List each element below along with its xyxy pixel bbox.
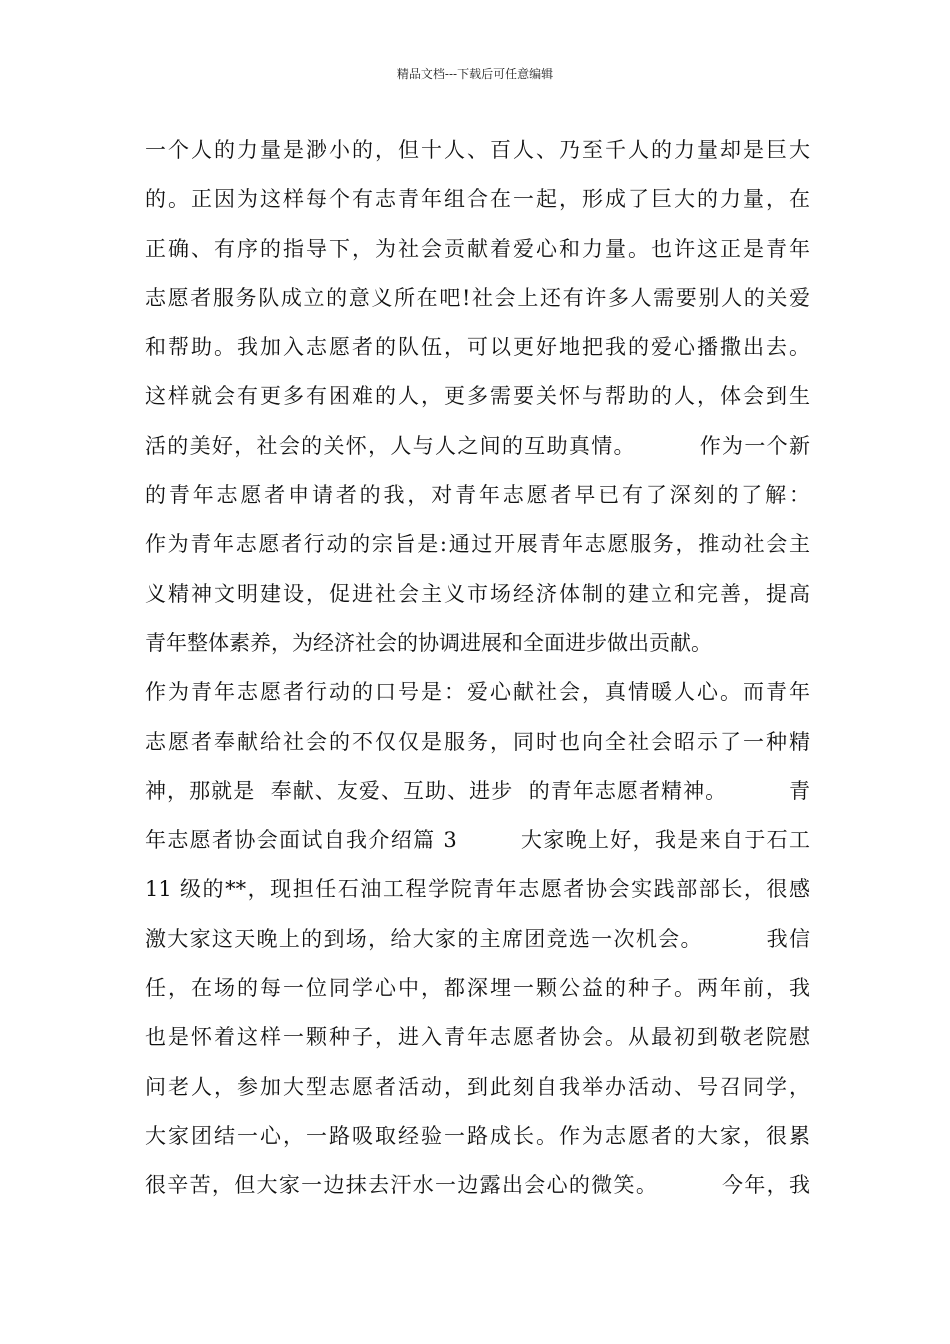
text-line: 志愿者服务队成立的意义所在吧!社会上还有许多人需要别人的关爱	[145, 285, 810, 310]
text-line: 的青年志愿者申请者的我，对青年志愿者早已有了深刻的了解：	[145, 483, 810, 508]
text-line: 大家团结一心，一路吸取经验一路成长。作为志愿者的大家，很累	[145, 1123, 810, 1148]
text-line: 这样就会有更多有困难的人，更多需要关怀与帮助的人，体会到生	[145, 384, 810, 409]
text-line: 任，在场的每一位同学心中，都深埋一颗公益的种子。两年前，我	[145, 976, 810, 1001]
text-line: 一个人的力量是渺小的，但十人、百人、乃至千人的力量却是巨大	[145, 138, 810, 162]
text-line: 活的美好，社会的关怀，人与人之间的互助真情。 作为一个新	[145, 433, 810, 458]
text-line: 作为青年志愿者行动的宗旨是:通过开展青年志愿服务，推动社会主	[145, 532, 810, 557]
text-line: 11 级的**，现担任石油工程学院青年志愿者协会实践部部长，很感	[145, 877, 810, 902]
text-line: 也是怀着这样一颗种子，进入青年志愿者协会。从最初到敬老院慰	[145, 1025, 810, 1050]
text-line: 作为青年志愿者行动的口号是：爱心献社会，真情暖人心。而青年	[145, 680, 810, 705]
text-line: 正确、有序的指导下，为社会贡献着爱心和力量。也许这正是青年	[145, 236, 810, 261]
text-line: 义精神文明建设，促进社会主义市场经济体制的建立和完善，提高	[145, 581, 810, 606]
text-line: 激大家这天晚上的到场，给大家的主席团竞选一次机会。 我信	[145, 926, 810, 951]
text-line: 问老人，参加大型志愿者活动，到此刻自我举办活动、号召同学，	[145, 1074, 810, 1099]
body-text	[145, 126, 810, 1211]
text-line: 志愿者奉献给社会的不仅仅是服务，同时也向全社会昭示了一种精	[145, 729, 810, 754]
page-header: 精品文档---下载后可任意编辑	[396, 67, 554, 81]
text-line: 的。正因为这样每个有志青年组合在一起，形成了巨大的力量，在	[145, 187, 810, 212]
text-line: 很辛苦，但大家一边抹去汗水一边露出会心的微笑。 今年，我	[145, 1173, 810, 1198]
text-line: 年志愿者协会面试自我介绍篇 3 大家晚上好，我是来自于石工	[145, 828, 810, 853]
text-line: 神，那就是 奉献、友爱、互助、进步 的青年志愿者精神。 青	[145, 778, 810, 803]
text-line: 青年整体素养，为经济社会的协调进展和全面进步做出贡献。	[145, 630, 712, 655]
text-line: 和帮助。我加入志愿者的队伍，可以更好地把我的爱心播撒出去。	[145, 335, 810, 360]
